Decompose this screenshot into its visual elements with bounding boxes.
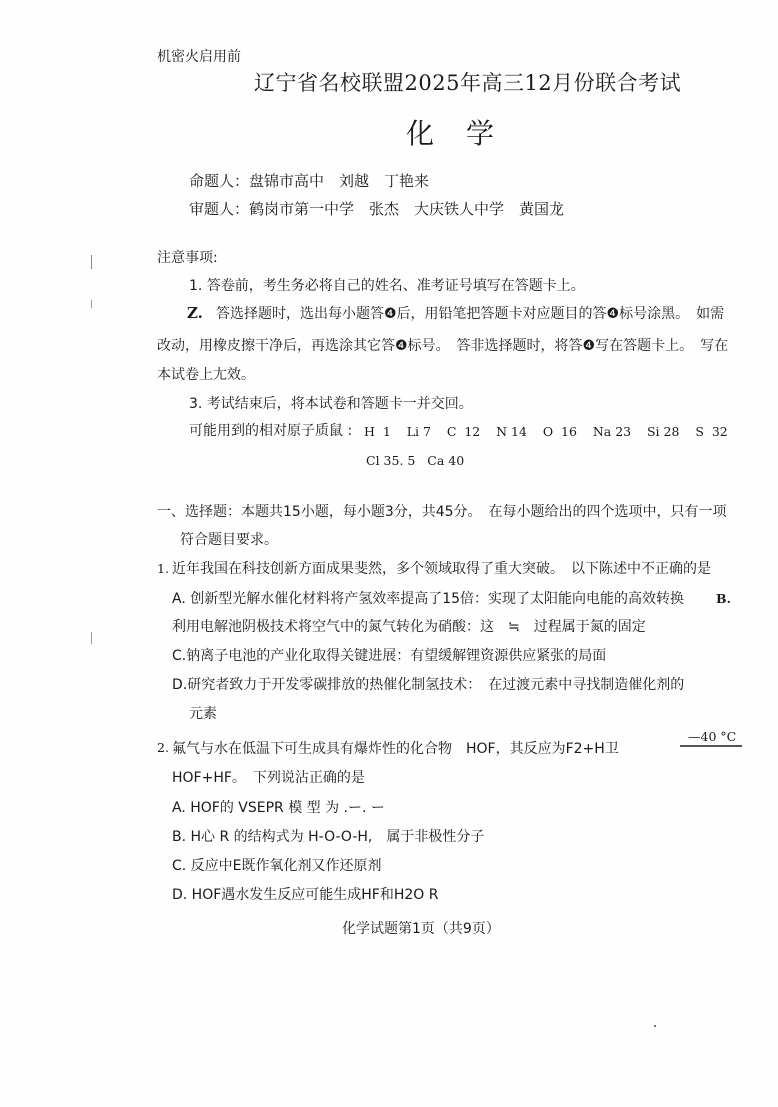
notice-item-1: 1. 答卷前，考生务必将自己的姓名、准考证号填写在答题卡上。 xyxy=(189,278,585,294)
question-1-option-a: A. 创新型光解水催化材料将产氢效率提高了15倍：实现了太阳能向电能的高效转换 xyxy=(172,591,685,607)
question-2-stem-2: HOF+HF。 下列说沾正确的是 xyxy=(172,770,365,786)
question-2-option-d: D. HOF遇水发生反应可能生成HF和H2O R xyxy=(172,887,439,903)
scan-artifact xyxy=(91,255,92,269)
question-2-option-a: A. HOF的 VSEPR 模 型 为 .ー. ー xyxy=(172,800,385,816)
question-1-option-c: C.钠离子电池的产业化取得关键进展：有望缓解锂资源供应紧张的局面 xyxy=(172,648,607,664)
reaction-condition: —40 °C xyxy=(688,729,737,744)
reviewers-line: 审题人：鹤岗市第一中学 张杰 大庆铁人中学 黄国龙 xyxy=(189,200,565,218)
section-1-line-1: 一、选择题：本题共15小题，每小题3分，共45分。 在每小题给出的四个选项中，只有一项 xyxy=(157,504,727,520)
section-1-line-2: 符合题目要求。 xyxy=(180,532,278,548)
question-1-number: 1. xyxy=(157,561,169,576)
exam-title: 辽宁省名校联盟2025年高三12月份联合考试 xyxy=(254,71,682,95)
notice-item-3: 3. 考试结束后，将本试卷和答题卡一并交回。 xyxy=(189,396,473,412)
notice-item-2-number: Z. xyxy=(187,304,203,322)
atomic-mass-label: 可能用到的相对原子质鼠 : xyxy=(189,423,353,439)
notice-item-2-line-1: 答选择题时，选出每小题答❹后，用铅笔把答题卡对应题目的答❹标号涂黑。 如需 xyxy=(216,306,725,322)
scan-artifact xyxy=(91,632,92,644)
page-footer: 化学试题第1页（共9页） xyxy=(342,921,500,937)
notice-item-2-line-2: 改动，用橡皮擦干净后，再选涂其它答❹标号。 答非选择题时，将答❹写在答题卡上。 写在 xyxy=(157,338,729,354)
notice-item-2-line-3: 本试卷上尢效。 xyxy=(157,367,255,383)
atomic-mass-line-1: H 1 Li 7 C 12 N 14 O 16 Na 23 Si 28 S 32 xyxy=(364,424,728,439)
question-1-stem: 近年我国在科技创新方面成果斐然，多个领域取得了重大突破。 以下陈述中不正确的是 xyxy=(172,561,711,577)
question-1-option-d-line-2: 元素 xyxy=(189,706,217,722)
setters-line: 命题人：盘锦市高中 刘越 丁艳来 xyxy=(189,172,430,190)
question-1-option-b: 利用电解池阴极技术将空气中的氮气转化为硝酸：这 ≒ 过程属于氮的固定 xyxy=(172,619,646,635)
reaction-arrow-line xyxy=(680,745,742,747)
question-2-number: 2. xyxy=(157,740,169,755)
subject-title: 化学 xyxy=(406,117,527,150)
notice-heading: 注意事项: xyxy=(157,250,218,266)
scan-artifact xyxy=(91,300,92,308)
question-2-option-b: B. H心 R 的结构式为 H-O-O-H, 属于非极性分子 xyxy=(172,829,485,845)
question-1-option-d-line-1: D.研究者致力于开发零碳排放的热催化制氢技术： 在过渡元素中寻找制造催化剂的 xyxy=(172,677,685,693)
confidential-label: 机密火启用前 xyxy=(157,49,241,65)
question-2-stem: 氟气与水在低温下可生成具有爆炸性的化合物 HOF，其反应为F2+H卫 xyxy=(172,741,619,757)
question-1-option-b-label: B. xyxy=(716,591,731,606)
scan-artifact xyxy=(654,1025,656,1027)
atomic-mass-line-2: Cl 35. 5 Ca 40 xyxy=(366,453,465,468)
question-2-option-c: C. 反应中E既作氧化剂又作还原剂 xyxy=(172,858,382,874)
